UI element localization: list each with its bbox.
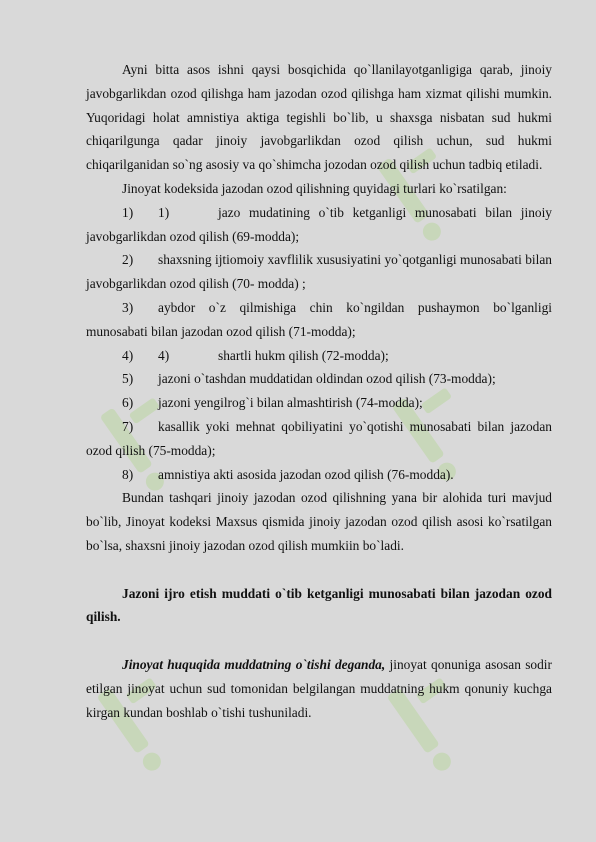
section-heading: Jazoni ijro etish muddati o`tib ketganligi munosabati bilan jazodan ozod qilish.	[86, 585, 552, 625]
list-item	[86, 415, 552, 463]
paragraph-definition	[86, 653, 552, 724]
list-item	[86, 344, 552, 368]
spacer	[86, 629, 552, 653]
list-item-number: 2)	[122, 252, 134, 268]
list-item	[86, 463, 552, 487]
list-item-number: 3)	[122, 299, 134, 315]
list-item-text: jazoni yengilrog`i bilan almashtirish (74-modda);	[158, 395, 423, 411]
list-item-text: aybdor o`z qilmishiga chin ko`ngildan pushaymon bo`lganligi munosabati bilan jazodan ozod qilish (71-modda);	[86, 299, 552, 339]
list-item-text: jazo mudatining o`tib ketganligi munosabati bilan jinoiy javobgarlikdan ozod qilish (69-modda);	[86, 204, 552, 244]
definition-term: Jinoyat huquqida muddatning o`tishi deganda,	[122, 656, 386, 672]
list-item-number: 8)	[122, 466, 134, 482]
list-item	[86, 391, 552, 415]
list-item-text: shartli hukm qilish (72-modda);	[218, 347, 389, 363]
paragraph-list-intro: Jinoyat kodeksida jazodan ozod qilishning quyidagi turlari ko`rsatilgan:	[122, 180, 507, 196]
list-item-number: 4)	[122, 347, 134, 363]
list-item-text: kasallik yoki mehnat qobiliyatini yo`qotishi munosabati bilan jazodan ozod qilish (75-modda);	[86, 418, 552, 458]
list-item-text: amnistiya akti asosida jazodan ozod qilish (76-modda).	[158, 466, 454, 482]
list-item-subnumber: 4)	[158, 347, 170, 363]
list-item-number: 6)	[122, 395, 134, 411]
list-item-text: jazoni o`tashdan muddatidan oldindan ozod qilish (73-modda);	[158, 371, 496, 387]
paragraph-intro: Ayni bitta asos ishni qaysi bosqichida qo`llanilayotganligiga qarab, jinoiy javobgarlikdan ozod qilishga ham jazodan ozod qilishga ham xizmat qilishi mumkin. Yuqoridagi holat amnistiya aktiga tegishli bo`lib, u shaxsga nisbatan sud hukmi chiqarilgunga qadar jinoiy javobgarlikdan ozod qilish uchun, sud hukmi chiqarilganidan so`ng asosiy va qo`shimcha jozodan ozod qilish uchun tadbiq etiladi.	[86, 62, 552, 173]
list-item-text: shaxsning ijtiomoiy xavflilik xususiyatini yo`qotganligi munosabati bilan javobgarlikdan ozod qilish (70- modda) ;	[86, 252, 552, 292]
list-item-subnumber: 1)	[158, 204, 170, 220]
list-item-number: 5)	[122, 371, 134, 387]
spacer	[86, 558, 552, 582]
paragraph-additional: Bundan tashqari jinoiy jazodan ozod qilishning yana bir alohida turi mavjud bo`lib, Jinoyat kodeksi Maxsus qismida jinoiy jazodan ozod qilish asosi ko`rsatilgan bo`lsa, shaxsni jinoiy jazodan ozod qilish mumkiin bo`ladi.	[86, 490, 552, 553]
definition-text: jinoyat qonuniga asosan sodir etilgan jinoyat uchun sud tomonidan belgilangan muddatning hukm qonuniy kuchga kirgan kundan boshlab o`tishi tushuniladi.	[86, 656, 552, 720]
list-item	[86, 367, 552, 391]
list-item	[86, 201, 552, 249]
list-item-number: 1)	[122, 204, 134, 220]
list-item-number: 7)	[122, 418, 134, 434]
list-item	[86, 248, 552, 296]
document-body	[86, 58, 552, 724]
list-item	[86, 296, 552, 344]
